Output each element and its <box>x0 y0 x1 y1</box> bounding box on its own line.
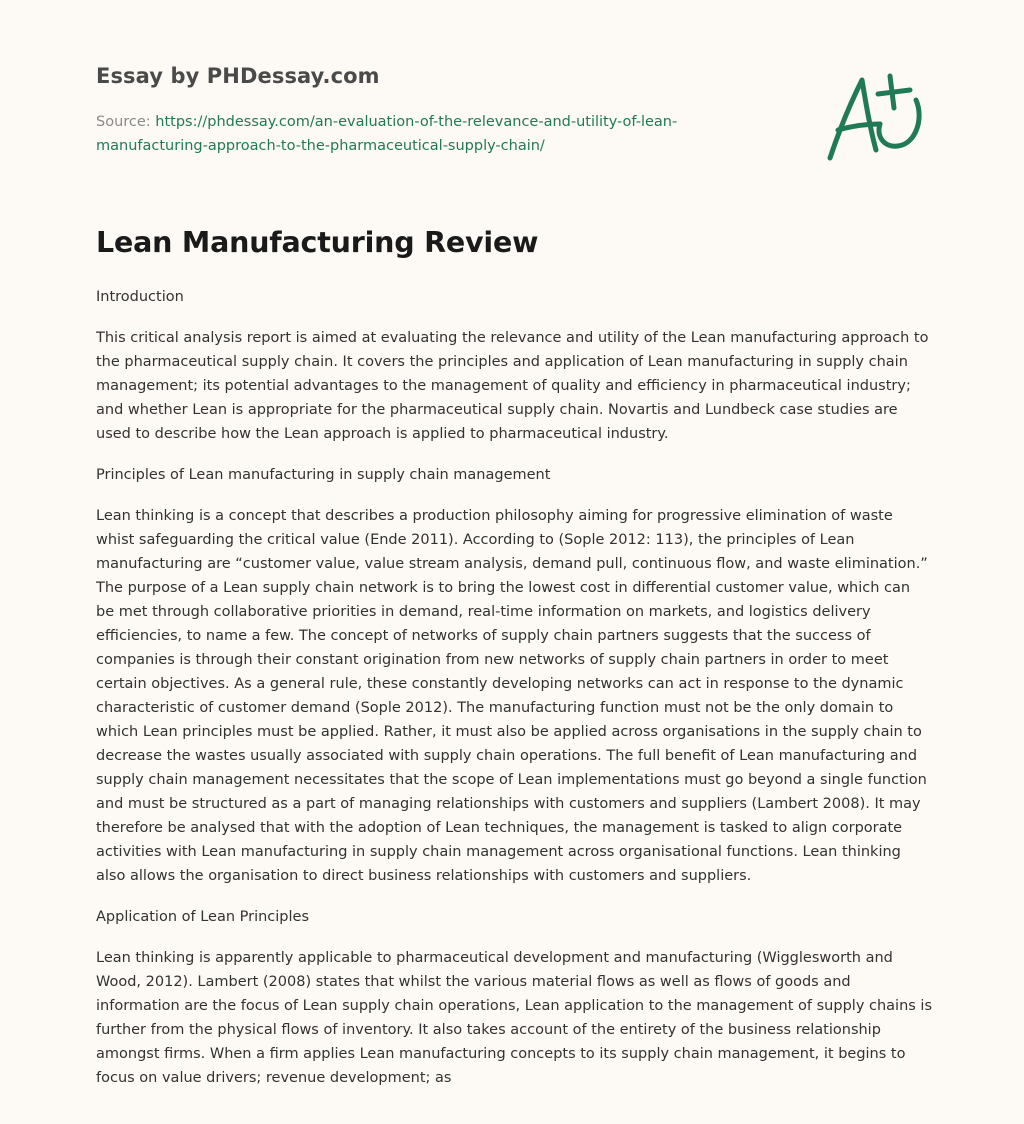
essay-body <box>96 285 932 1107</box>
paragraph: This critical analysis report is aimed at evaluating the relevance and utility of the Lean manufacturing approach to the pharmaceutical supply chain. It covers the principles and application of Lean manufacturing in supply chain management; its potential advantages to the management of quality and efficiency in pharmaceutical industry; and whether Lean is appropriate for the pharmaceutical supply chain. Novartis and Lundbeck case studies are used to describe how the Lean approach is applied to pharmaceutical industry. <box>96 330 929 442</box>
a-plus-logo-icon <box>820 66 930 166</box>
source-label: Source: <box>96 114 151 130</box>
section-heading-application: Application of Lean Principles <box>96 909 310 925</box>
paragraph: Lean thinking is apparently applicable to pharmaceutical development and manufacturing (Wigglesworth and Wood, 2012). Lambert (2008) states that whilst the various material flows as well as flows of goods and information are the focus of Lean supply chain operations, Lean application to the management of supply chains is further from the physical flows of inventory. It also takes account of the entirety of the business relationship amongst firms. When a firm applies Lean manufacturing concepts to its supply chain management, it begins to focus on value drivers; revenue development; as <box>96 950 933 1086</box>
source-link[interactable]: https://phdessay.com/an-evaluation-of-the-relevance-and-utility-of-lean-manufacturing-approach-to-the-pharmaceutical-supply-chain/ <box>96 114 678 154</box>
paragraph: Lean thinking is a concept that describes a production philosophy aiming for progressive elimination of waste whist safeguarding the critical value (Ende 2011). According to (Sople 2012: 113), the principles of Lean manufacturing are “customer value, value stream analysis, demand pull, continuous flow, and waste elimination.” The purpose of a Lean supply chain network is to bring the lowest cost in differential customer value, which can be met through collaborative priorities in demand, real-time information on markets, and logistics delivery efficiencies, to name a few. The concept of networks of supply chain partners suggests that the success of companies is through their constant origination from new networks of supply chain partners in order to meet certain objectives. As a general rule, these constantly developing networks can act in response to the dynamic characteristic of customer demand (Sople 2012). The manufacturing function must not be the only domain to which Lean principles must be applied. Rather, it must also be applied across organisations in the supply chain to decrease the wastes usually associated with supply chain operations. The full benefit of Lean manufacturing and supply chain management necessitates that the scope of Lean implementations must go beyond a single function and must be structured as a part of managing relationships with customers and suppliers (Lambert 2008). It may therefore be analysed that with the adoption of Lean techniques, the management is tasked to align corporate activities with Lean manufacturing in supply chain management across organisational functions. Lean thinking also allows the organisation to direct business relationships with customers and suppliers. <box>96 508 928 884</box>
section-heading-introduction: Introduction <box>96 289 184 305</box>
essay-title: Lean Manufacturing Review <box>96 226 539 259</box>
site-name: Essay by PHDessay.com <box>96 64 380 88</box>
source-line <box>96 110 736 158</box>
section-heading-principles: Principles of Lean manufacturing in supply chain management <box>96 467 551 483</box>
